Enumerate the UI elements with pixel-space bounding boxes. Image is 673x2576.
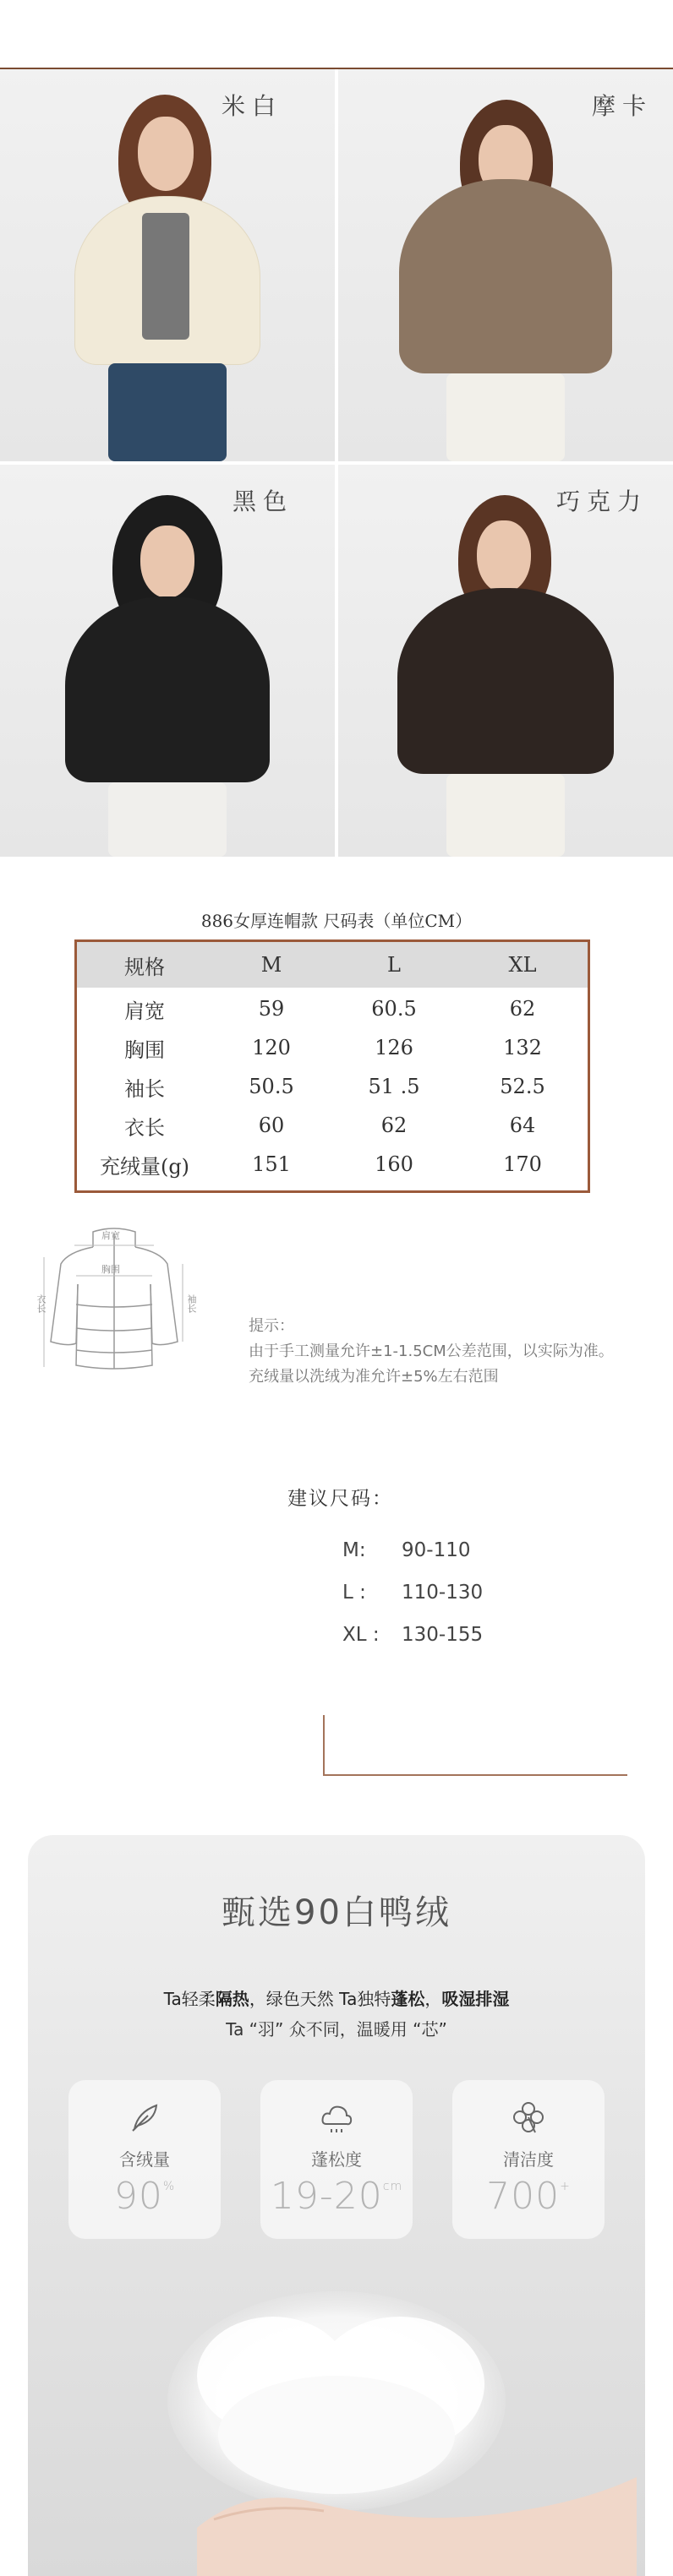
size-key: L : (342, 1582, 366, 1604)
feature-cleanliness (452, 2080, 605, 2239)
table-cell: 袖长 (124, 1076, 165, 1101)
diagram-label-shoulder: 肩宽 (101, 1230, 120, 1241)
size-chart-title: 886女厚连帽款 尺码表（单位CM） (200, 911, 473, 931)
feature-unit: % (162, 2180, 176, 2193)
color-label: 黑色 (233, 487, 294, 515)
color-options-grid (0, 69, 673, 857)
header-cell: XL (508, 953, 537, 977)
table-cell: 170 (503, 1152, 542, 1176)
size-range: 130-155 (402, 1624, 484, 1646)
diagram-label-sleeve: 袖长 (186, 1294, 197, 1313)
feature-label: 清洁度 (503, 2149, 554, 2170)
feature-fill-power (260, 2080, 413, 2239)
clover-icon (510, 2099, 547, 2136)
table-row (77, 1145, 588, 1184)
cloud-icon (318, 2099, 355, 2136)
feature-number: 90 (113, 2175, 163, 2218)
size-key: XL : (342, 1624, 380, 1646)
color-option-mocha[interactable] (338, 69, 673, 461)
size-chart-table (74, 939, 590, 1193)
color-label: 摩卡 (592, 92, 654, 120)
hand-image (197, 2426, 637, 2576)
feature-value (68, 2175, 221, 2218)
color-option-black[interactable] (0, 465, 335, 857)
model-photo-mocha (379, 95, 632, 461)
header-cell: L (387, 953, 401, 977)
diagram-label-length: 衣长 (36, 1294, 47, 1313)
decorative-bracket (323, 1774, 627, 1776)
table-cell: 126 (375, 1036, 413, 1059)
suggested-size-row (342, 1539, 470, 1561)
table-cell: 肩宽 (124, 999, 165, 1023)
diagram-label-chest: 胸围 (101, 1264, 120, 1275)
table-cell: 120 (252, 1036, 291, 1059)
measurement-notes (249, 1314, 614, 1390)
notes-line: 由于手工测量允许±1-1.5CM公差范围，以实际为准。 (249, 1342, 614, 1360)
feature-card-title: 甄选90白鸭绒 (222, 1893, 451, 1932)
feature-card-subtagline: Ta “羽” 众不同，温暖用 “芯” (226, 2019, 447, 2040)
feather-icon (126, 2099, 163, 2136)
feature-value (260, 2175, 413, 2218)
table-cell: 60 (258, 1114, 285, 1137)
tagline-text: ， (424, 1989, 442, 2009)
color-label: 巧克力 (556, 487, 648, 515)
table-row (77, 1067, 588, 1106)
tagline-highlight: 蓬松 (391, 1989, 425, 2009)
table-cell: 充绒量(g) (99, 1154, 190, 1179)
table-cell: 50.5 (249, 1075, 294, 1098)
jacket-outline-icon (34, 1223, 194, 1392)
size-key: M: (342, 1539, 366, 1561)
table-cell: 64 (509, 1114, 536, 1137)
tagline-text: ，绿色天然 Ta独特 (249, 1989, 391, 2009)
table-row (77, 989, 588, 1028)
feature-label: 含绒量 (119, 2149, 170, 2170)
table-row (77, 1106, 588, 1145)
feature-number: 700 (486, 2175, 561, 2218)
notes-title: 提示： (249, 1317, 294, 1335)
table-cell: 52.5 (500, 1075, 545, 1098)
feature-value (452, 2175, 605, 2218)
table-cell: 51 .5 (368, 1075, 420, 1098)
feature-card-tagline (28, 1985, 645, 2010)
suggested-size-row (342, 1624, 483, 1646)
color-option-beige[interactable] (0, 69, 335, 461)
table-cell: 59 (258, 997, 285, 1021)
feature-down-content (68, 2080, 221, 2239)
model-photo-beige (57, 95, 277, 461)
feature-unit: cm (382, 2180, 403, 2193)
size-range: 90-110 (402, 1539, 471, 1561)
down-feature-card (28, 1835, 645, 2576)
header-cell: M (260, 953, 282, 977)
size-chart-header (77, 942, 588, 988)
header-cell: 规格 (124, 955, 165, 979)
table-cell: 62 (509, 997, 536, 1021)
notes-line: 充绒量以洗绒为准允许±5%左右范围 (249, 1368, 499, 1386)
model-photo-chocolate (379, 495, 632, 857)
color-label: 米白 (222, 92, 283, 120)
tagline-text: Ta轻柔 (163, 1989, 216, 2009)
size-range: 110-130 (402, 1582, 484, 1604)
table-row (77, 1028, 588, 1067)
table-cell: 62 (380, 1114, 408, 1137)
table-cell: 160 (375, 1152, 413, 1176)
model-photo-black (53, 495, 282, 857)
measurement-diagram (34, 1223, 197, 1392)
tagline-highlight: 吸湿排湿 (441, 1989, 510, 2009)
suggested-size-title: 建议尺码： (287, 1488, 393, 1510)
tagline-highlight: 隔热 (215, 1989, 249, 2009)
decorative-bracket (323, 1715, 325, 1776)
feature-unit: + (560, 2180, 571, 2193)
table-cell: 132 (503, 1036, 542, 1059)
table-cell: 胸围 (124, 1037, 165, 1062)
color-option-chocolate[interactable] (338, 465, 673, 857)
feature-label: 蓬松度 (311, 2149, 362, 2170)
table-cell: 60.5 (371, 997, 417, 1021)
suggested-size-row (342, 1582, 483, 1604)
table-cell: 衣长 (124, 1115, 165, 1140)
feature-number: 19-20 (270, 2175, 383, 2218)
table-cell: 151 (252, 1152, 291, 1176)
